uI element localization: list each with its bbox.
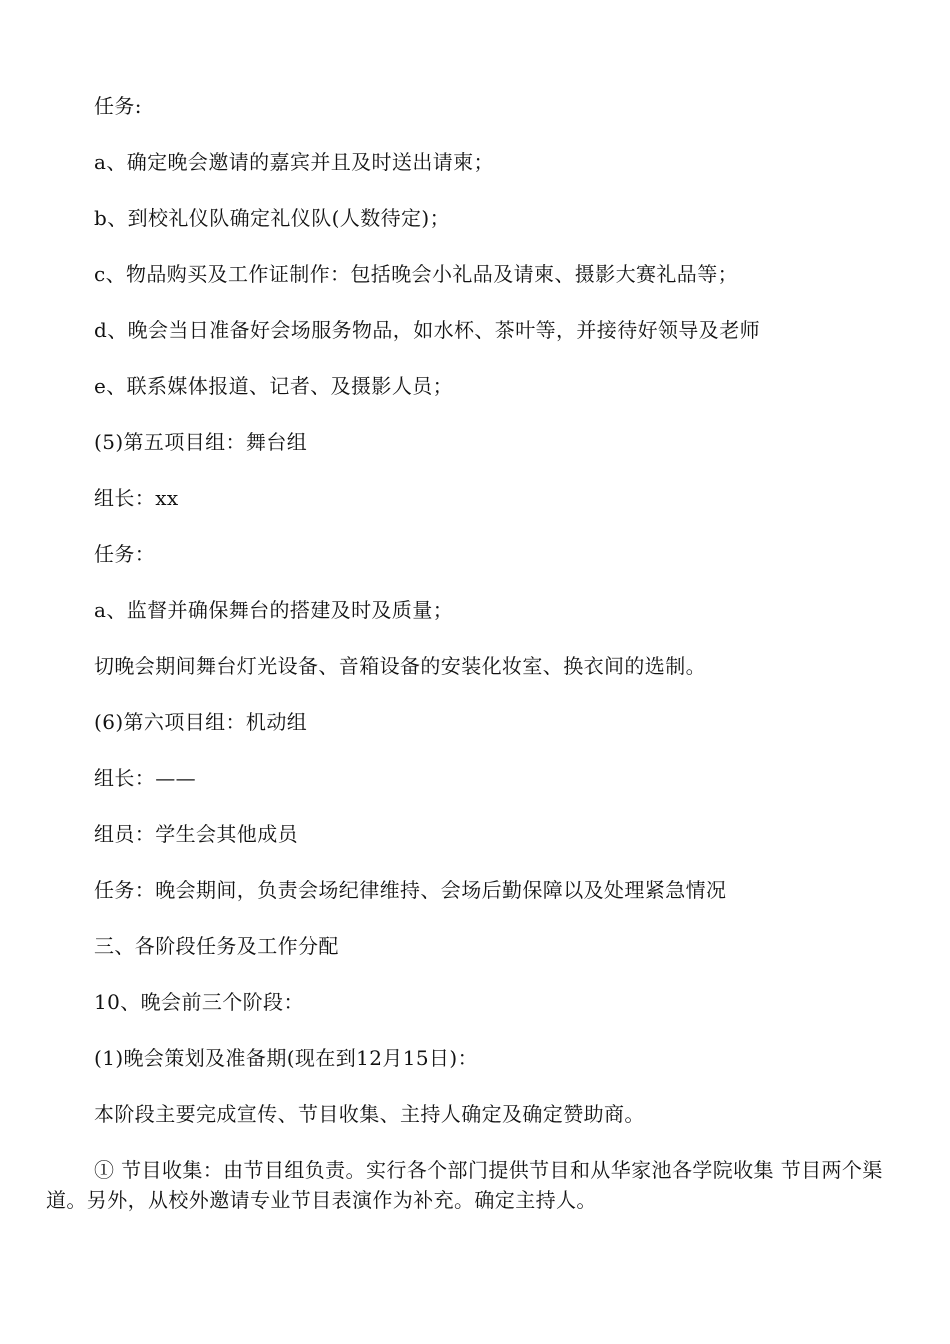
planning-period-summary: 本阶段主要完成宣传、节目收集、主持人确定及确定赞助商。 [94,1102,645,1126]
task-item-e: e、联系媒体报道、记者、及摄影人员； [94,374,454,398]
section-three-heading: 三、各阶段任务及工作分配 [94,934,339,958]
task-heading: 任务: [94,94,142,118]
group-six-leader: 组长：—— [94,766,196,790]
task-item-c: c、物品购买及工作证制作：包括晚会小礼品及请柬、摄影大赛礼品等； [94,262,739,286]
planning-period-heading: (1)晚会策划及准备期(现在到12月15日)： [94,1046,479,1070]
group-six-task: 任务：晚会期间，负责会场纪律维持、会场后勤保障以及处理紧急情况 [94,878,727,902]
group-six-heading: (6)第六项目组：机动组 [94,710,308,734]
group-six-members: 组员：学生会其他成员 [94,822,298,846]
stage-ten-heading: 10、晚会前三个阶段： [94,990,304,1014]
group-five-heading: (5)第五项目组：舞台组 [94,430,308,454]
group-five-task-heading: 任务： [94,542,156,566]
task-item-b: b、到校礼仪队确定礼仪队(人数待定)； [94,206,451,230]
group-five-leader: 组长：xx [94,486,179,510]
group-five-task-b: 切晚会期间舞台灯光设备、音箱设备的安装化妆室、换衣间的选制。 [94,654,706,678]
task-item-d: d、晚会当日准备好会场服务物品，如水杯、茶叶等，并接待好领导及老师 [94,318,761,342]
group-five-task-a: a、监督并确保舞台的搭建及时及质量； [94,598,454,622]
program-collection-paragraph: ① 节目收集：由节目组负责。实行各个部门提供节目和从华家池各学院收集 节目两个渠道。另外，从校外邀请专业节目表演作为补充。确定主持人。 [46,1158,883,1212]
task-item-a: a、确定晚会邀请的嘉宾并且及时送出请柬； [94,150,494,174]
